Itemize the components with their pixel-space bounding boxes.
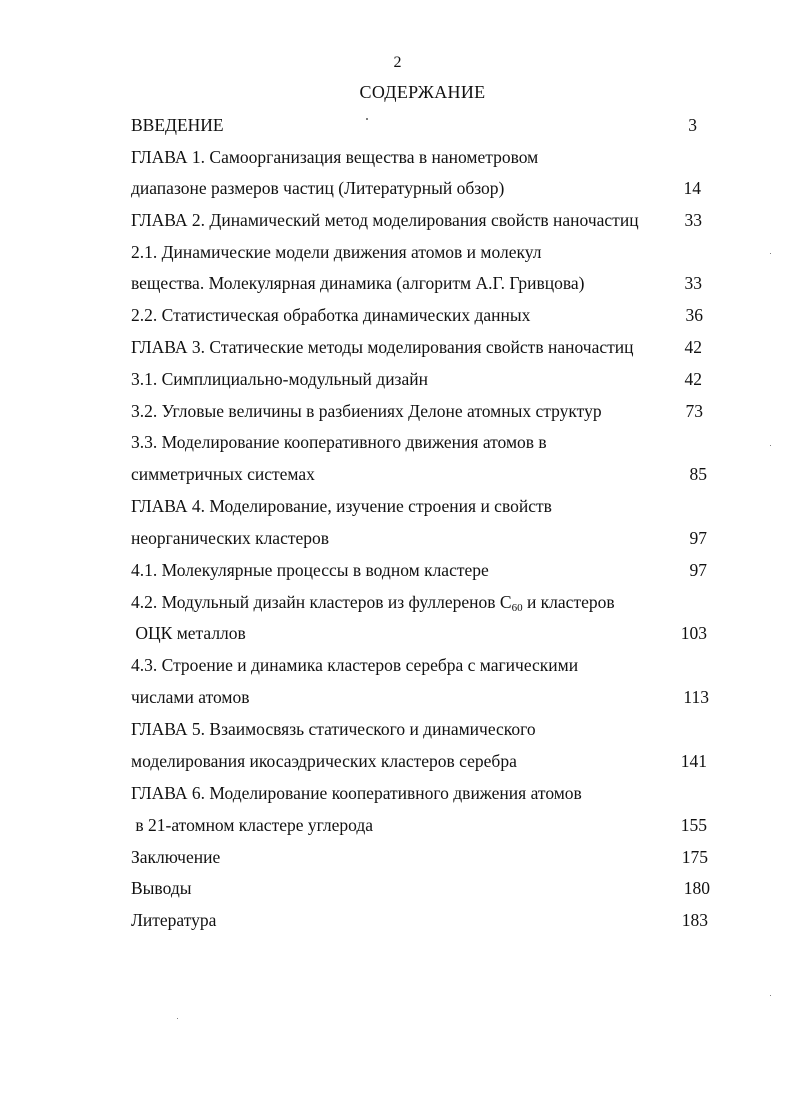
toc-entry <box>131 335 795 359</box>
toc-entry-text: ГЛАВА 1. Самоорганизация вещества в нанометровом <box>131 147 539 167</box>
toc-entry <box>131 526 795 550</box>
toc-entry <box>131 590 795 614</box>
toc-entry <box>131 176 795 200</box>
toc-entry-text: ГЛАВА 2. Динамический метод моделирования свойств наночастиц <box>131 210 639 230</box>
toc-entry <box>131 303 795 327</box>
toc-entry-page: 33 <box>684 210 702 230</box>
toc-entry-text: симметричных системах <box>131 464 315 484</box>
toc-entry <box>131 399 795 423</box>
toc-entry-text: вещества. Молекулярная динамика (алгоритм А.Г. Гривцова) <box>131 273 585 293</box>
toc-entry-text: 3.1. Симплициально-модульный дизайн <box>131 369 428 389</box>
toc-entry-text: Выводы <box>131 878 192 898</box>
toc-entry-page: 3 <box>688 115 697 135</box>
scan-speck <box>770 995 771 996</box>
toc-entry <box>131 749 795 773</box>
toc-entry-text: ВВЕДЕНИЕ <box>131 115 224 135</box>
toc-entry <box>131 271 795 295</box>
toc-entry-page: 42 <box>684 337 702 357</box>
toc-entry <box>131 558 795 582</box>
toc-entry <box>131 781 795 805</box>
toc-entry-page: 175 <box>681 847 708 867</box>
toc-entry-text: 2.1. Динамические модели движения атомов и молекул <box>131 242 542 262</box>
toc-entry-page: 73 <box>685 401 703 421</box>
toc-entry-page: 103 <box>680 623 707 643</box>
toc-entry-text-part: и кластеров <box>522 592 615 612</box>
toc-entry <box>131 908 795 932</box>
toc-entry-page: 97 <box>689 560 707 580</box>
toc-entry <box>131 813 795 837</box>
toc-entry-page: 155 <box>680 815 707 835</box>
toc-entry-page: 36 <box>685 305 703 325</box>
scan-speck <box>770 445 771 446</box>
toc-entry <box>131 685 795 709</box>
toc-entry-page: 113 <box>683 687 709 707</box>
toc-entry-page: 42 <box>684 369 702 389</box>
toc-entry-page: 97 <box>689 528 707 548</box>
toc-entry <box>131 717 795 741</box>
toc-entry-text: ОЦК металлов <box>131 623 246 643</box>
toc-entry <box>131 430 795 454</box>
toc-entry-text: 4.3. Строение и динамика кластеров серебра с магическими <box>131 655 579 675</box>
page-title: СОДЕРЖАНИЕ <box>359 82 486 102</box>
toc-entry-text: 3.2. Угловые величины в разбиениях Делоне атомных структур <box>131 401 602 421</box>
toc-entry-text: ГЛАВА 6. Моделирование кооперативного движения атомов <box>131 783 582 803</box>
scan-speck <box>770 253 771 254</box>
toc-entry <box>131 367 795 391</box>
toc-entry-page: 85 <box>689 464 707 484</box>
toc-entry <box>131 462 795 486</box>
toc-entry <box>131 208 795 232</box>
toc-entry-page: 180 <box>683 878 710 898</box>
page-number: 2 <box>393 54 402 71</box>
toc-entry-text: 4.1. Молекулярные процессы в водном кластере <box>131 560 489 580</box>
subscript-60: 60 <box>511 602 523 614</box>
toc-entry-text: неорганических кластеров <box>131 528 330 548</box>
toc-entry-page: 33 <box>684 273 702 293</box>
toc-entry-text: ГЛАВА 5. Взаимосвязь статического и динамического <box>131 719 536 739</box>
toc-entry <box>131 145 795 169</box>
toc-entry-text: моделирования икосаэдрических кластеров серебра <box>131 751 517 771</box>
toc-entry-page: 141 <box>680 751 707 771</box>
toc-entry-text: в 21-атомном кластере углерода <box>131 815 374 835</box>
scan-speck <box>366 118 368 120</box>
toc-entry <box>131 621 795 645</box>
toc-entry <box>131 240 795 264</box>
scan-speck <box>177 1018 178 1019</box>
toc-entry-text: 3.3. Моделирование кооперативного движения атомов в <box>131 432 547 452</box>
toc-entry-text: 2.2. Статистическая обработка динамических данных <box>131 305 531 325</box>
toc-entry <box>131 653 795 677</box>
toc-entry-text: Литература <box>131 910 217 930</box>
toc-entry-text: диапазоне размеров частиц (Литературный обзор) <box>131 178 505 198</box>
toc-entry-text: ГЛАВА 4. Моделирование, изучение строения и свойств <box>131 496 552 516</box>
toc-entry <box>131 876 795 900</box>
toc-entry-page: 14 <box>683 178 701 198</box>
toc-entry-text <box>131 590 615 614</box>
toc-entry-page: 183 <box>681 910 708 930</box>
toc-entry-text-part: 4.2. Модульный дизайн кластеров из фуллеренов C <box>131 592 512 612</box>
toc-entry <box>131 113 795 137</box>
toc-entry <box>131 494 795 518</box>
toc-entry-text: числами атомов <box>131 687 250 707</box>
toc-entry-text: Заключение <box>131 847 221 867</box>
toc-entry-text: ГЛАВА 3. Статические методы моделирования свойств наночастиц <box>131 337 634 357</box>
toc-entry <box>131 845 795 869</box>
